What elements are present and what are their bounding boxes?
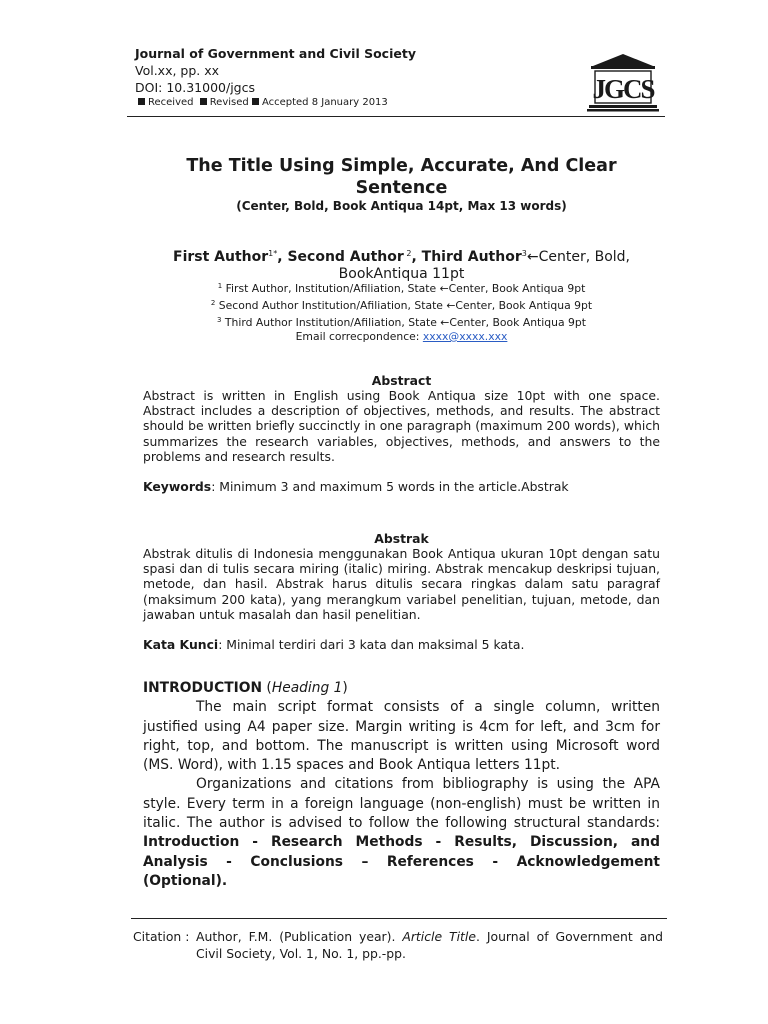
citation-article-title: Article Title: [402, 929, 476, 944]
citation-footer: [133, 929, 663, 962]
affiliation-text: Second Author Institution/Afiliation, State ←Center, Book Antiqua 9pt: [215, 299, 593, 312]
received-label: Received: [148, 97, 194, 108]
kata-kunci-text: : Minimal terdiri dari 3 kata dan maksimal 5 kata.: [218, 637, 525, 652]
paper-title: The Title Using Simple, Accurate, And Clear Sentence: [186, 156, 617, 198]
affiliation-sup: 3: [216, 316, 222, 324]
intro-paragraph-2: [143, 775, 660, 891]
citation-label: Citation :: [133, 929, 190, 944]
bullet-square-icon: [252, 98, 259, 105]
revised-label: Revised: [209, 97, 249, 108]
email-label: Email correcpondence:: [295, 330, 423, 343]
heading-paren: ): [342, 680, 348, 696]
bullet-square-icon: [138, 98, 145, 105]
jgcs-logo: [585, 52, 661, 112]
structure-standards: Introduction - Research Methods - Results, Discussion, and Analysis - Conclusions – References - Acknowledgement (Optional).: [143, 834, 660, 889]
journal-name: Journal of Government and Civil Society: [135, 46, 416, 61]
footer-divider: [131, 918, 667, 919]
heading-text: INTRODUCTION: [143, 680, 263, 696]
abstrak-text: Abstrak ditulis di Indonesia menggunakan Book Antiqua ukuran 10pt dengan satu spasi dan di tulis secara miring (italic) miring. Abstrak mencakup deskripsi tujuan, metode, dan hasil. Abstrak harus ditulis secara ringkas dalam satu paragraf (maksimum 200 kata), yang merangkum variabel penelitian, tujuan, metode, dan jawaban untuk masalah dan hasil penelitian.: [143, 546, 660, 622]
header-divider: [127, 116, 665, 117]
author-separator: ,: [277, 249, 288, 265]
introduction-section: [143, 679, 660, 891]
author-first: First Author: [173, 249, 269, 265]
author-third: Third Author: [421, 249, 522, 265]
title-format-note: (Center, Bold, Book Antiqua 14pt, Max 13 words): [236, 199, 567, 213]
citation-author: Author, F.M. (Publication year).: [196, 929, 403, 944]
citation-text: [196, 929, 663, 962]
author-second-sup: 2: [403, 249, 412, 258]
author-third-sup: 3: [521, 249, 527, 258]
affiliation-sup: 1: [217, 282, 223, 290]
submission-dates: [135, 96, 416, 110]
affiliations: [150, 279, 653, 344]
keywords-text: : Minimum 3 and maximum 5 words in the article.Abstrak: [211, 479, 569, 494]
affiliation-sup: 2: [210, 299, 216, 307]
journal-header: [135, 45, 416, 110]
introduction-heading: [143, 679, 660, 698]
bullet-square-icon: [200, 98, 207, 105]
affiliation-text: Third Author Institution/Afiliation, State ←Center, Book Antiqua 9pt: [221, 316, 586, 329]
affiliation-text: First Author, Institution/Afiliation, State ←Center, Book Antiqua 9pt: [222, 282, 586, 295]
author-format-note: ←Center, Bold, BookAntiqua 11pt: [338, 249, 630, 282]
doi: DOI: 10.31000/jgcs: [135, 80, 255, 95]
author-separator: ,: [411, 249, 422, 265]
kata-kunci-label: Kata Kunci: [143, 637, 219, 652]
accepted-label: Accepted 8 January 2013: [261, 97, 388, 108]
volume-info: Vol.xx, pp. xx: [135, 63, 220, 78]
heading-note: Heading 1: [271, 680, 343, 696]
abstract-keywords: [143, 479, 660, 494]
intro-paragraph-1: [143, 698, 660, 775]
logo-text: JGCS: [592, 74, 654, 104]
abstrak-keywords: [143, 637, 660, 652]
abstract-heading: Abstract: [371, 373, 432, 388]
author-line: [150, 245, 653, 283]
heading-paren: (: [262, 680, 272, 696]
abstrak-heading: Abstrak: [374, 531, 429, 546]
abstract-text: Abstract is written in English using Book Antiqua size 10pt with one space. Abstract includes a description of objectives, methods, and results. The abstract should be written briefly succinctly in one paragraph (maximum 200 words), which summarizes the research variables, objectives, methods, and answers to the problems and research results.: [143, 388, 660, 464]
keywords-label: Keywords: [143, 479, 212, 494]
email-line: [150, 330, 653, 344]
affiliation-item: [150, 296, 653, 313]
paragraph-text: Organizations and citations from bibliography is using the APA style. Every term in a foreign language (non-english) must be written in italic. The author is advised to follow the following structural standards:: [143, 776, 660, 832]
email-link[interactable]: xxxx@xxxx.xxx: [422, 330, 508, 343]
author-first-sup: 1*: [268, 249, 278, 258]
citation-rest: . Journal of Government and Civil Society, Vol. 1, No. 1, pp.-pp.: [196, 929, 664, 961]
paragraph-text: The main script format consists of a single column, written justified using A4 paper size. Margin writing is 4cm for left, and 3cm for right, top, and bottom. The manuscript is written using Microsoft word (MS. Word), with 1.15 spaces and Book Antiqua letters 11pt.: [143, 699, 660, 774]
affiliation-item: [150, 279, 653, 296]
affiliation-item: [150, 313, 653, 330]
author-second: Second Author: [287, 249, 404, 265]
